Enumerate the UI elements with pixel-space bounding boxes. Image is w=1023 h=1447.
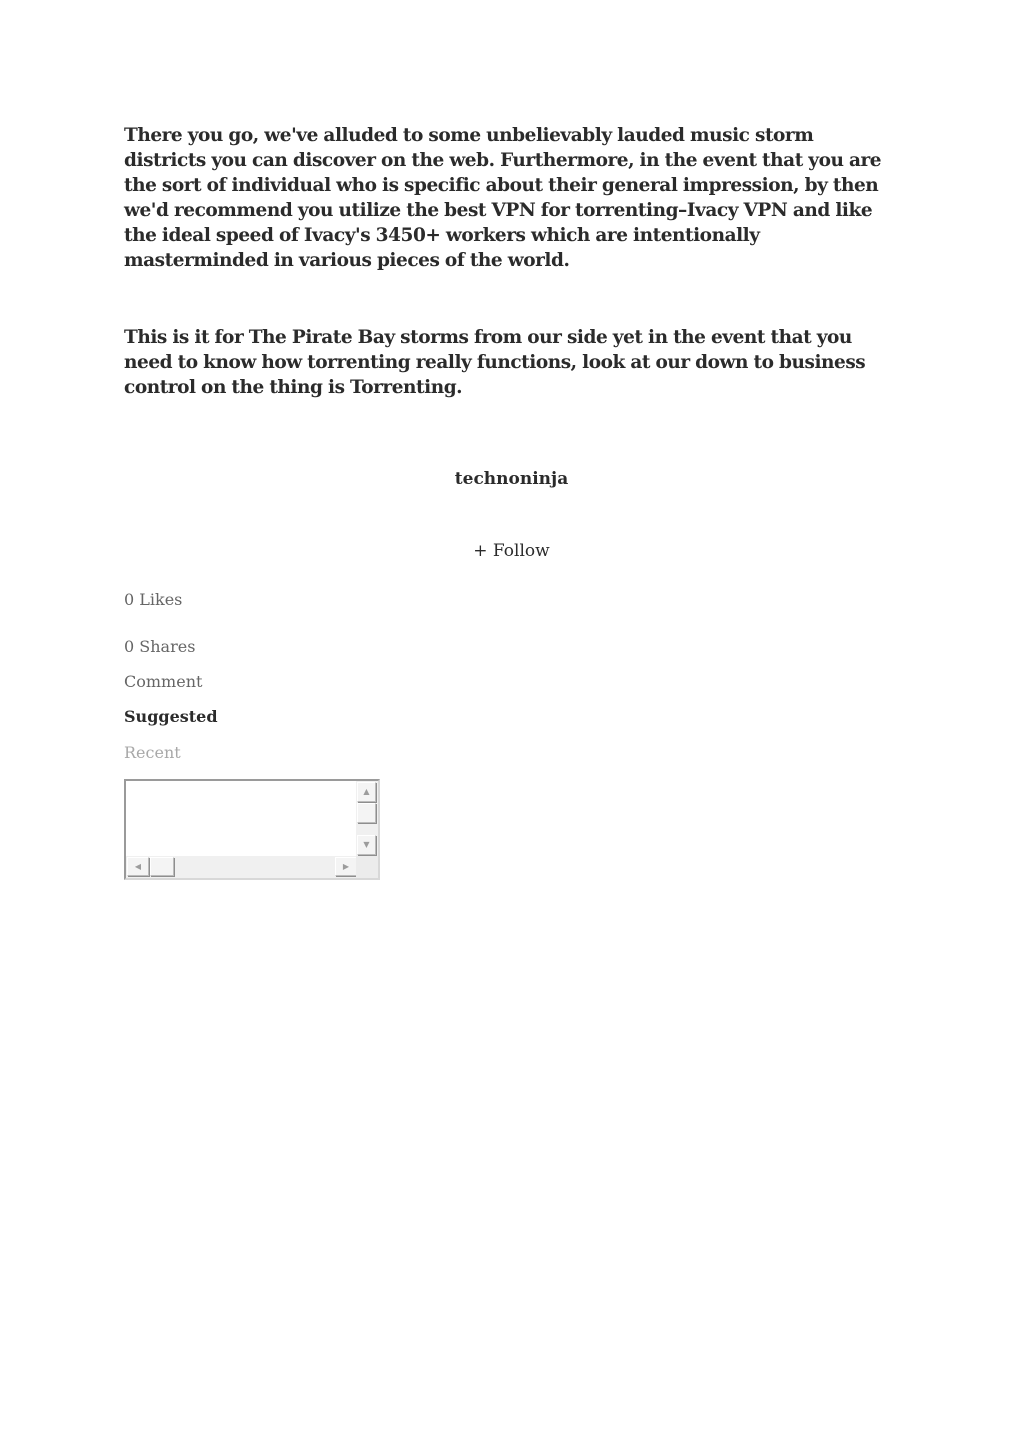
triangle-left-icon[interactable]: ◀: [127, 857, 149, 876]
likes-count[interactable]: 0 Likes: [124, 590, 183, 609]
article-paragraph-2: This is it for The Pirate Bay storms from our side yet in the event that you need to know how torrenting really functions, look at our down to business control on the thing is Torrenting.: [124, 327, 866, 398]
scrollbar-corner: [356, 856, 378, 878]
horizontal-scrollbar[interactable]: [126, 856, 358, 878]
follow-button[interactable]: + Follow: [473, 541, 550, 561]
tab-recent[interactable]: Recent: [124, 743, 181, 762]
shares-count[interactable]: 0 Shares: [124, 637, 196, 656]
article-paragraph-1: There you go, we've alluded to some unbelievably lauded music storm districts you can discover on the web. Furthermore, in the event that you are the sort of individual who is specific about their general impression, by then we'd recommend you utilize the best VPN for torrenting–Ivacy VPN and like the ideal speed of Ivacy's 3450+ workers which are intentionally masterminded in various pieces of the world.: [124, 125, 882, 271]
tab-suggested[interactable]: Suggested: [124, 707, 218, 726]
triangle-down-icon[interactable]: ▼: [357, 835, 376, 855]
author-name[interactable]: technoninja: [454, 469, 569, 489]
triangle-right-icon[interactable]: ▶: [335, 857, 357, 876]
comment-link[interactable]: Comment: [124, 672, 203, 691]
triangle-up-icon[interactable]: ▲: [357, 782, 376, 802]
embedded-scroll-frame[interactable]: [124, 779, 380, 880]
vertical-scroll-thumb[interactable]: [357, 803, 376, 823]
horizontal-scroll-thumb[interactable]: [150, 857, 174, 876]
vertical-scrollbar[interactable]: [356, 781, 378, 857]
